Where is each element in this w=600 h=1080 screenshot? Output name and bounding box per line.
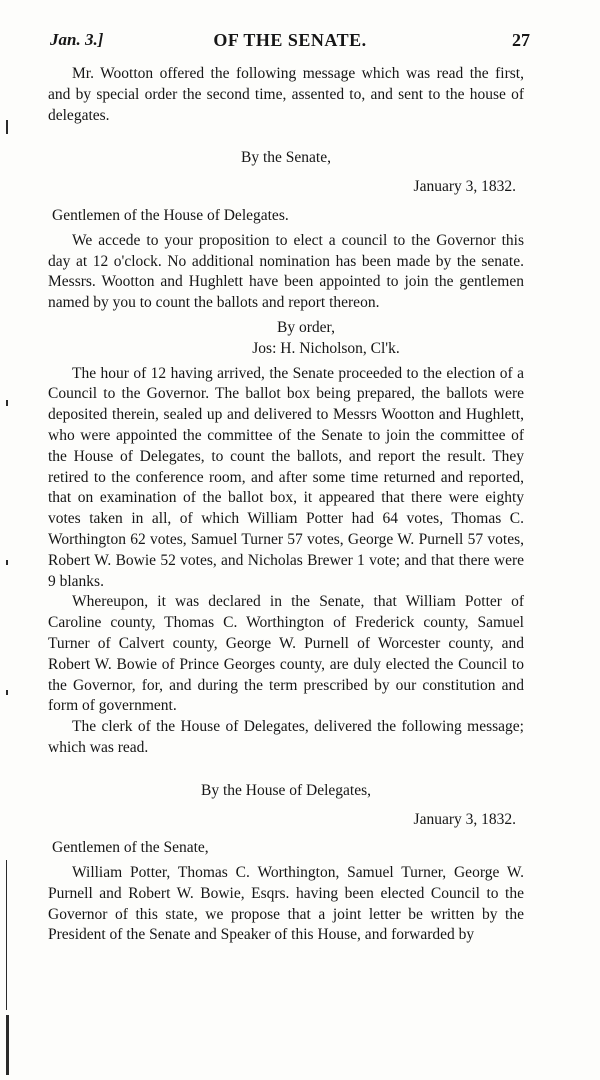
paragraph-election: The hour of 12 having arrived, the Senate proceeded to the election of a Council to the Governor. The ballot box being prepared, the ballots were deposited therein, sealed up and delivered to Messrs Wootton and Hughlett, who were appointed the committee of the Senate to join the committee of the House of Delegates, to count the ballots, and report the result. They retired to the conference room, and after some time returned and reported, that on examination of the ballot box, it appeared that there were eighty votes taken in all, of which William Potter had 64 votes, Thomas C. Worthington 62 votes, Samuel Turner 57 votes, George W. Purnell 57 votes, Robert W. Bowie 52 votes, and Nicholas Brewer 1 vote; and that there were 9 blanks.	[48, 364, 524, 590]
paragraph-whereupon: Whereupon, it was declared in the Senate, that William Potter of Caroline county, Thomas C. Worthington of Frederick county, Samuel Turner of Calvert county, George W. Purnell of Worcester county, and Robert W. Bowie of Prince Georges county, are duly elected the Council to the Governor, for, and during the term prescribed by our constitution and form of government.	[48, 593, 524, 715]
scan-edge-mark	[6, 1015, 9, 1075]
paragraph-joint-letter: William Potter, Thomas C. Worthington, Samuel Turner, George W. Purnell and Robert W. Bowie, Esqrs. having been elected Council to the Governor of this state, we propose that a joint letter be written by the President of the Senate and Speaker of this House, and forwarded by	[48, 864, 524, 944]
salutation: Gentlemen of the Senate,	[52, 839, 209, 857]
by-order-line: By order,	[277, 318, 335, 336]
paragraph-accede: We accede to your proposition to elect a council to the Governor this day at 12 o'clock. No additional nomination has been made by the senate. Messrs. Wootton and Hughlett have been appointed to join the gentlemen named by you to count the ballots and report thereon.	[48, 231, 524, 312]
scan-edge-mark	[6, 860, 7, 1010]
page-number: 27	[512, 30, 530, 50]
by-senate-heading: By the Senate,	[241, 149, 331, 167]
page-header	[50, 30, 530, 56]
paragraph-clerk-message: The clerk of the House of Delegates, delivered the following message; which was read.	[48, 718, 524, 756]
scan-edge-mark	[6, 690, 8, 695]
clerk-signature: Jos: H. Nicholson, Cl'k.	[252, 339, 400, 357]
header-date: Jan. 3.]	[50, 30, 104, 49]
scan-edge-mark	[6, 560, 8, 565]
date-line: January 3, 1832.	[413, 178, 516, 196]
document-body	[48, 64, 524, 946]
scan-edge-mark	[6, 400, 8, 406]
date-line: January 3, 1832.	[413, 810, 516, 828]
by-house-heading: By the House of Delegates,	[200, 781, 372, 799]
header-title: OF THE SENATE.	[213, 30, 367, 50]
paragraph-message-offered: Mr. Wootton offered the following message which was read the first, and by special order the second time, assented to, and sent to the house of delegates.	[48, 65, 524, 124]
salutation: Gentlemen of the House of Delegates.	[52, 206, 289, 224]
scan-edge-mark	[6, 120, 8, 134]
